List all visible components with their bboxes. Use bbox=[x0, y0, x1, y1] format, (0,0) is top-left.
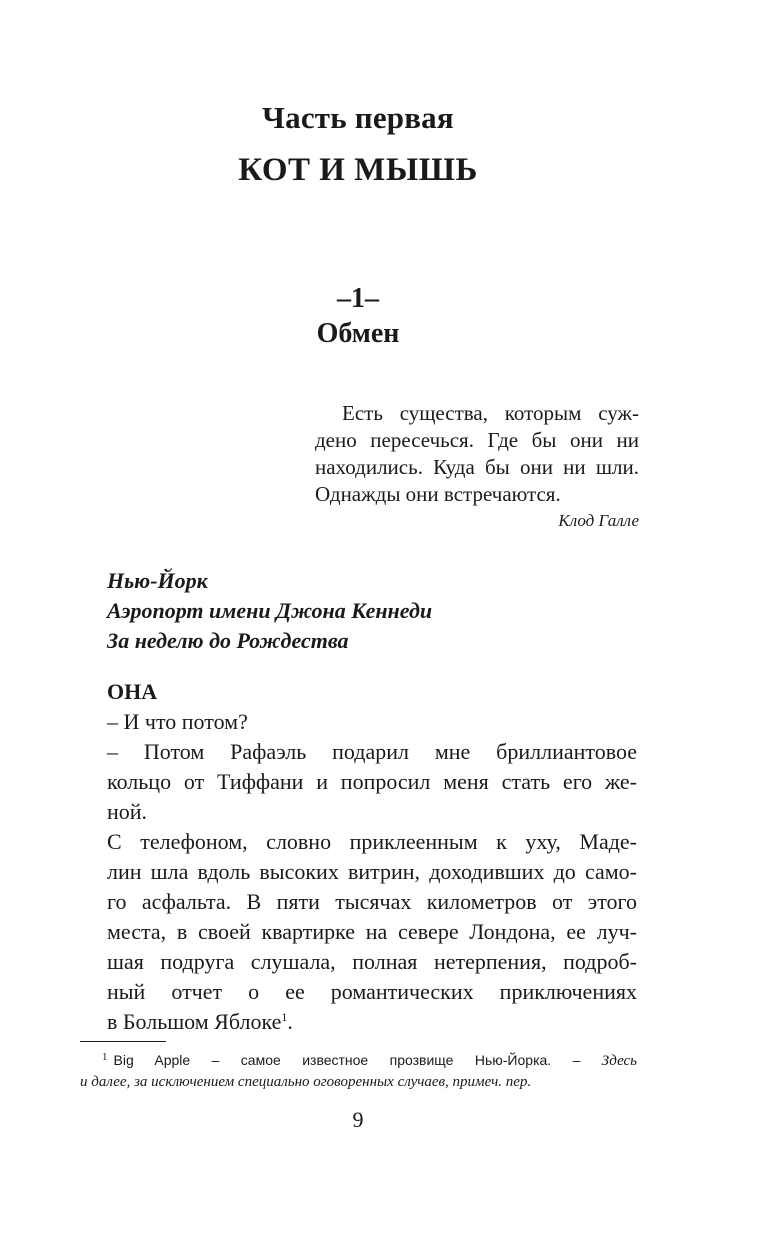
setting-line: Аэропорт имени Джона Кеннеди bbox=[107, 598, 433, 623]
footnote-divider bbox=[80, 1041, 166, 1042]
body-line: шая подруга слушала, полная нетерпения, подроб- bbox=[107, 949, 637, 974]
setting-block bbox=[107, 566, 647, 656]
body-line: лин шла вдоль высоких витрин, доходивших до само- bbox=[107, 859, 637, 884]
body-line: – Потом Рафаэль подарил мне бриллиантовое bbox=[107, 739, 637, 764]
footnote-italic: Здесь bbox=[601, 1053, 638, 1069]
body-line: кольцо от Тиффани и попросил меня стать его же- bbox=[107, 769, 637, 794]
chapter-title: Обмен bbox=[316, 318, 400, 349]
footnote-line bbox=[80, 1047, 637, 1072]
footnote-reference[interactable]: 1 bbox=[281, 1010, 288, 1024]
footnote-marker: 1 bbox=[102, 1051, 108, 1063]
epigraph-line: Есть существа, которым суж- bbox=[342, 401, 639, 425]
body-line: – И что потом? bbox=[107, 709, 248, 734]
epigraph-line: дено пересечься. Где бы они ни bbox=[315, 428, 639, 452]
epigraph-line: Однажды они встречаются. bbox=[315, 482, 561, 506]
speaker-label: ОНА bbox=[107, 679, 158, 704]
footnote bbox=[80, 1047, 637, 1093]
body-line-last: в Большом Яблоке$^1$. bbox=[107, 1009, 293, 1034]
epigraph bbox=[315, 400, 639, 534]
chapter-number: –1– bbox=[337, 283, 379, 314]
setting-line: За неделю до Рождества bbox=[107, 628, 349, 653]
footnote-line-2: и далее, за исключением специально оговоренных случаев, примеч. пер. bbox=[80, 1074, 532, 1090]
body-line: го асфальта. В пяти тысячах километров от этого bbox=[107, 889, 637, 914]
epigraph-line: находились. Куда бы они ни шли. bbox=[315, 455, 639, 479]
body-line: места, в своей квартирке на севере Лондона, ее луч- bbox=[107, 919, 637, 944]
footnote-text: Big Apple – самое известное прозвище Нью-Йорка. – bbox=[113, 1052, 581, 1068]
body-line: в Большом Яблоке bbox=[107, 1009, 282, 1034]
setting-line: Нью-Йорк bbox=[107, 568, 208, 593]
body-line: ный отчет о ее романтических приключениях bbox=[107, 979, 637, 1004]
body-text bbox=[107, 677, 637, 1037]
body-line: С телефоном, словно приклеенным к уху, Маде- bbox=[107, 829, 637, 854]
part-label: Часть первая bbox=[262, 100, 454, 135]
body-line: ной. bbox=[107, 799, 148, 824]
part-title: КОТ И МЫШЬ bbox=[238, 152, 478, 188]
epigraph-author: Клод Галле bbox=[558, 511, 639, 530]
page-number: 9 bbox=[352, 1107, 364, 1132]
